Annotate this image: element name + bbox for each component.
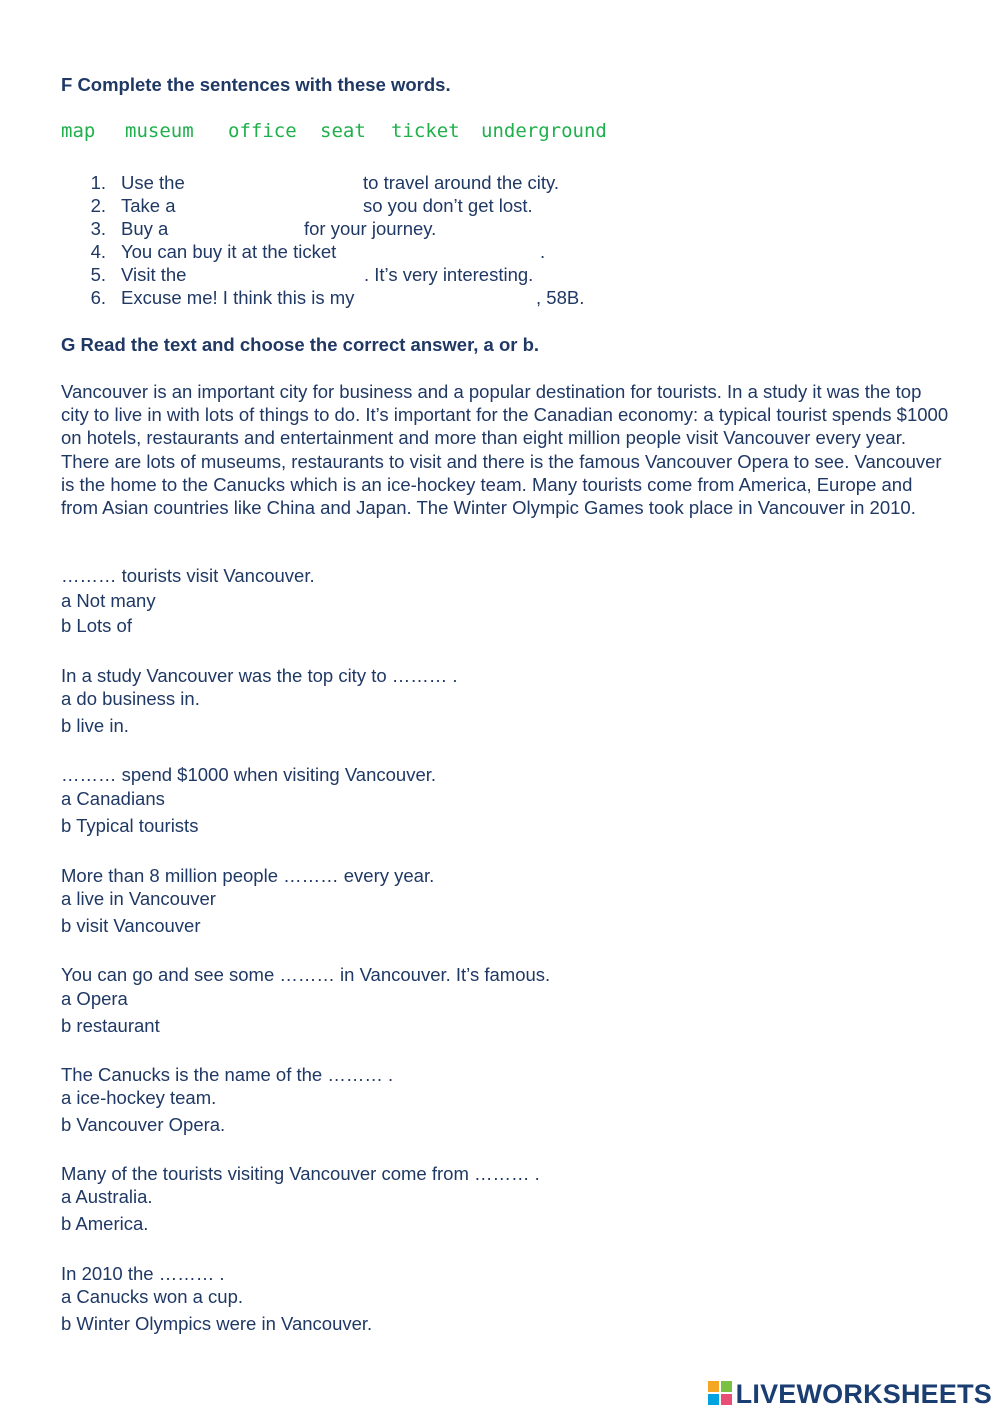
item-text-before: You can buy it at the ticket xyxy=(121,241,337,262)
item-text-after: so you don’t get lost. xyxy=(363,195,533,216)
section-f-heading: F Complete the sentences with these words. xyxy=(61,74,451,95)
liveworksheets-logo[interactable] xyxy=(708,1378,992,1410)
word-bank-item: office xyxy=(228,120,297,142)
item-text-before: Use the xyxy=(121,172,185,193)
question-text: ……… tourists visit Vancouver. xyxy=(61,565,315,586)
item-text-after: , 58B. xyxy=(536,287,585,308)
item-number: 3. xyxy=(90,218,106,239)
item-number: 2. xyxy=(90,195,106,216)
item-number: 4. xyxy=(90,241,106,262)
question-text: In a study Vancouver was the top city to ……… . xyxy=(61,665,458,686)
word-bank-item: map xyxy=(61,120,96,142)
word-bank-item: ticket xyxy=(391,120,460,142)
item-text-before: Visit the xyxy=(121,264,187,285)
item-text-after: . It’s very interesting. xyxy=(364,264,534,285)
option-a: a live in Vancouver xyxy=(61,888,216,909)
item-text-before: Take a xyxy=(121,195,176,216)
question-text: You can go and see some ……… in Vancouver. It’s famous. xyxy=(61,964,551,985)
option-a: a Opera xyxy=(61,988,128,1009)
question-text: ……… spend $1000 when visiting Vancouver. xyxy=(61,764,437,785)
section-g-heading: G Read the text and choose the correct answer, a or b. xyxy=(61,334,540,355)
option-a: a do business in. xyxy=(61,688,200,709)
logo-text: LIVEWORKSHEETS xyxy=(735,1378,992,1409)
item-number: 1. xyxy=(90,172,106,193)
item-text-after: . xyxy=(540,241,546,262)
item-text-before: Buy a xyxy=(121,218,169,239)
option-a: a Not many xyxy=(61,590,156,611)
question-text: In 2010 the ……… . xyxy=(61,1263,225,1284)
option-a: a Australia. xyxy=(61,1186,153,1207)
option-b: b restaurant xyxy=(61,1015,160,1036)
question-text: More than 8 million people ……… every year. xyxy=(61,865,435,886)
option-b: b America. xyxy=(61,1213,149,1234)
option-a: a Canucks won a cup. xyxy=(61,1286,244,1307)
option-a: a ice-hockey team. xyxy=(61,1087,217,1108)
option-b: b live in. xyxy=(61,715,129,736)
option-b: b Vancouver Opera. xyxy=(61,1114,226,1135)
reading-passage: Vancouver is an important city for business and a popular destination for tourists. In a study it was the top city to live in with lots of things to do. It’s important for the Canadian economy: a typical tourist spends $1000 on hotels, restaurants and entertainment and more than eight million people visit Vancouver every year. There are lots of museums, restaurants to visit and there is the famous Vancouver Opera to see. Vancouver is the home to the Canucks which is an ice-hockey team. Many tourists come from America, Europe and from Asian countries like China and Japan. The Winter Olympic Games took place in Vancouver in 2010. xyxy=(61,381,949,519)
liveworksheets-logo-icon xyxy=(708,1381,734,1407)
option-a: a Canadians xyxy=(61,788,165,809)
option-b: b Typical tourists xyxy=(61,815,199,836)
word-bank-item: underground xyxy=(481,120,607,142)
item-number: 6. xyxy=(90,287,106,308)
item-text-before: Excuse me! I think this is my xyxy=(121,287,355,308)
question-text: Many of the tourists visiting Vancouver come from ……… . xyxy=(61,1163,540,1184)
item-number: 5. xyxy=(90,264,106,285)
option-b: b Lots of xyxy=(61,615,132,636)
option-b: b visit Vancouver xyxy=(61,915,201,936)
word-bank-item: museum xyxy=(125,120,194,142)
word-bank-item: seat xyxy=(320,120,366,142)
question-text: The Canucks is the name of the ……… . xyxy=(61,1064,394,1085)
option-b: b Winter Olympics were in Vancouver. xyxy=(61,1313,373,1334)
item-text-after: to travel around the city. xyxy=(363,172,560,193)
item-text-after: for your journey. xyxy=(304,218,437,239)
